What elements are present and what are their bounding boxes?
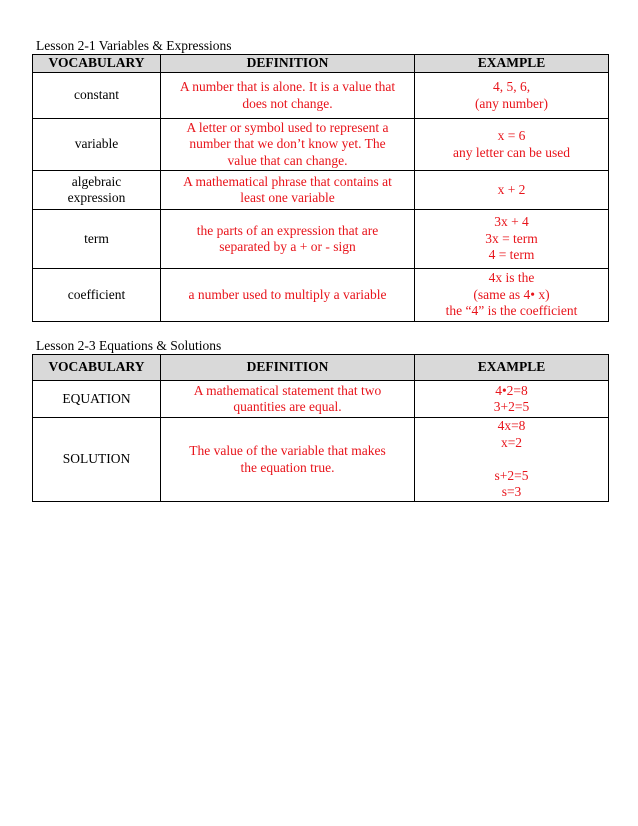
term-text: EQUATION [62, 390, 131, 406]
table-row-variable [33, 119, 609, 171]
definition-line: value that can change. [227, 152, 348, 168]
header-definition: DEFINITION [161, 355, 415, 381]
definition-line: a number used to multiply a variable [188, 286, 387, 302]
term-cell [33, 171, 161, 210]
table-header-row [33, 55, 609, 73]
header-example: EXAMPLE [415, 355, 609, 381]
example-cell [415, 73, 609, 119]
table-row-constant [33, 73, 609, 119]
definition-line: the equation true. [240, 459, 335, 475]
table-row-term [33, 210, 609, 269]
header-vocabulary: VOCABULARY [33, 55, 161, 73]
example-line: 4•2=8 [495, 382, 528, 398]
definition-line: A mathematical phrase that contains at [183, 173, 392, 189]
example-cell [415, 210, 609, 269]
example-cell [415, 171, 609, 210]
term-cell [33, 269, 161, 322]
term-cell [33, 210, 161, 269]
example-line: 3+2=5 [493, 399, 530, 414]
vocabulary-table-equations-solutions [32, 354, 609, 502]
example-line: any letter can be used [453, 144, 570, 160]
term-text: constant [74, 87, 119, 103]
example-line: 4x=8 [497, 418, 526, 434]
example-line: x=2 [500, 434, 523, 450]
definition-line: A mathematical statement that two [193, 382, 382, 398]
definition-line: The value of the variable that makes [189, 443, 386, 458]
example-line: x = 6 [497, 128, 526, 143]
example-line: s+2=5 [494, 467, 529, 483]
term-text: coefficient [67, 286, 126, 302]
table-row-coefficient [33, 269, 609, 322]
definition-line: A letter or symbol used to represent a [186, 119, 389, 135]
example-cell [415, 418, 609, 502]
definition-cell [161, 119, 415, 171]
table-header-row [33, 355, 609, 381]
header-definition: DEFINITION [161, 55, 415, 73]
term-cell [33, 73, 161, 119]
example-line: 4x is the [488, 270, 535, 286]
term-text: expression [67, 190, 126, 205]
section-title-equations-solutions: Lesson 2-3 Equations & Solutions [36, 338, 222, 353]
table-row-equation [33, 381, 609, 418]
definition-line: A number that is alone. It is a value that [179, 79, 396, 94]
example-spacer-line [419, 451, 604, 468]
header-example: EXAMPLE [415, 55, 609, 73]
example-line: x + 2 [497, 181, 526, 197]
term-text: term [84, 230, 109, 246]
definition-cell [161, 73, 415, 119]
example-line: s=3 [501, 484, 522, 500]
term-cell [33, 119, 161, 171]
term-text: algebraic [71, 173, 122, 189]
example-cell [415, 381, 609, 418]
definition-cell [161, 418, 415, 502]
header-vocabulary: VOCABULARY [33, 355, 161, 381]
definition-cell [161, 269, 415, 322]
example-line: (any number) [474, 95, 549, 111]
definition-cell [161, 381, 415, 418]
example-cell [415, 269, 609, 322]
example-line: (same as 4• x) [473, 286, 550, 302]
definition-cell [161, 210, 415, 269]
definition-line: least one variable [240, 190, 335, 205]
definition-cell [161, 171, 415, 210]
vocabulary-table-variables-expressions [32, 54, 609, 322]
term-cell [33, 381, 161, 418]
definition-line: separated by a + or - sign [219, 239, 356, 254]
example-line: the “4” is the coefficient [445, 303, 578, 319]
term-cell [33, 418, 161, 502]
example-line: 4 = term [488, 247, 535, 263]
example-line: 3x + 4 [494, 214, 529, 230]
example-line: 4, 5, 6, [492, 79, 531, 94]
term-text: variable [74, 136, 119, 152]
term-text: SOLUTION [62, 451, 131, 467]
example-line: 3x = term [485, 230, 538, 246]
definition-line: quantities are equal. [233, 399, 342, 414]
definition-line: number that we don’t know yet. The [189, 136, 386, 152]
example-cell [415, 119, 609, 171]
section-title-variables-expressions: Lesson 2-1 Variables & Expressions [36, 38, 232, 53]
definition-line: the parts of an expression that are [196, 222, 379, 238]
table-row-algebraic-expression [33, 171, 609, 210]
definition-line: does not change. [242, 95, 333, 111]
table-row-solution [33, 418, 609, 502]
